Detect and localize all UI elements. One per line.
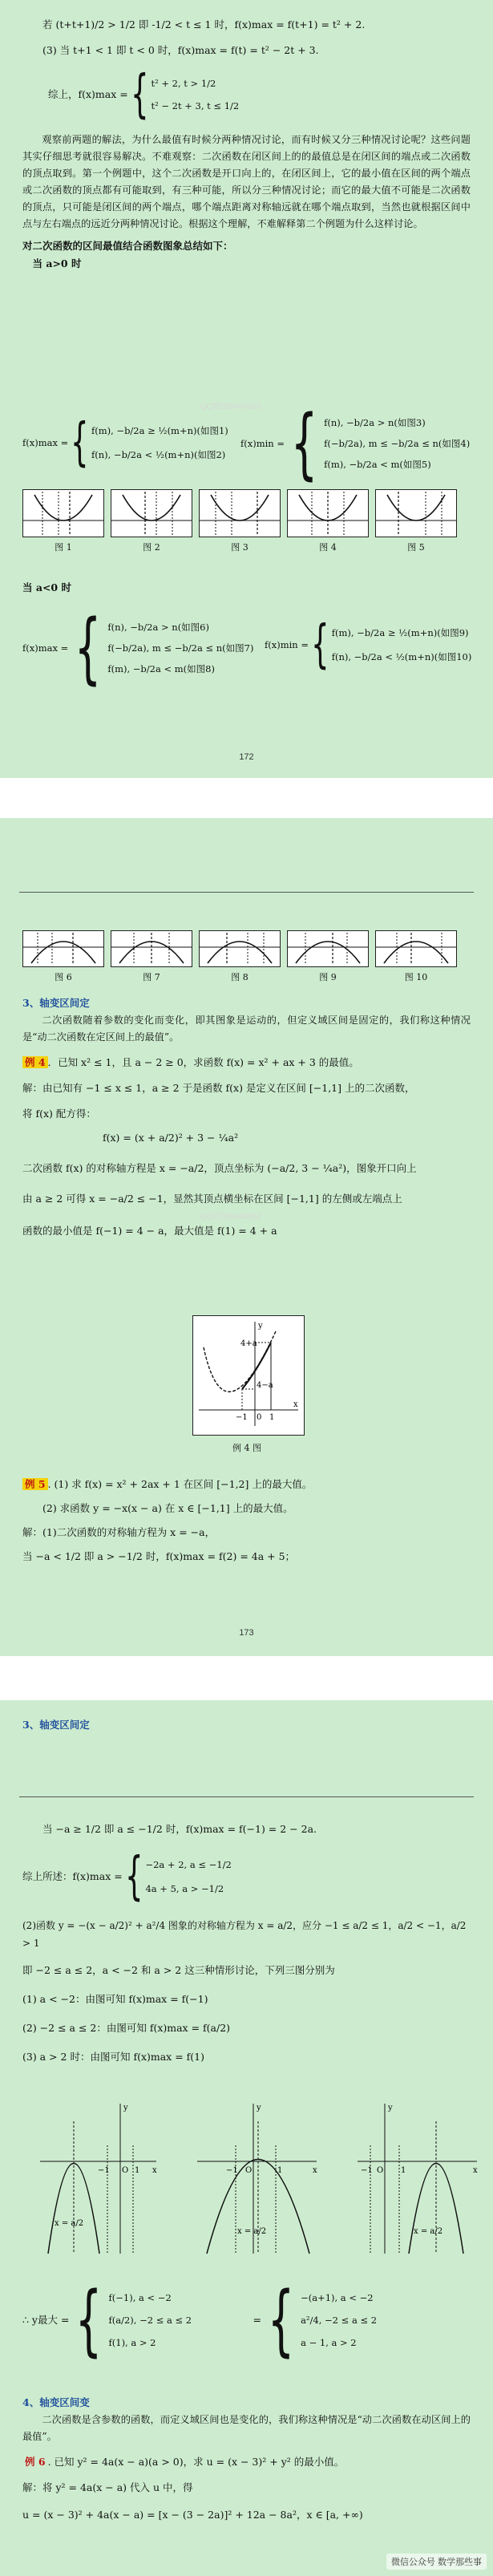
example-text: . (1) 求 f(x) = x² + 2ax + 1 在区间 [−1,2] 上的最大值。 <box>47 1478 313 1490</box>
section-title: 3、轴变区间定 <box>22 997 90 1009</box>
solution-4-line-2: 将 f(x) 配方得： <box>22 1108 96 1120</box>
fmin-label: f(x)min = <box>265 639 309 650</box>
fmin-case-3: f(m), −b/2a < m(如图5) <box>324 459 431 470</box>
figure-3 <box>199 489 281 553</box>
page-gap <box>0 778 493 818</box>
y-axis-label: y <box>388 2104 393 2112</box>
summary-case-2: 4a + 5, a > −1/2 <box>145 1883 224 1894</box>
parabola-up-icon <box>375 489 457 537</box>
case-a-negative: 当 a<0 时 <box>22 581 71 593</box>
watermark: QQ群339444363 <box>200 1213 261 1221</box>
figure-9 <box>287 930 369 983</box>
ymax-equals: = <box>253 2314 261 2326</box>
parabola-down-icon <box>111 930 192 967</box>
figure-4 <box>287 489 369 553</box>
ymax-block <box>22 2275 471 2365</box>
brace-icon: { <box>130 65 149 124</box>
page1-line1: 若 (t+t+1)/2 > 1/2 即 -1/2 < t ≤ 1 时，f(x)max = f(t+1) = t² + 2. <box>42 18 366 30</box>
solution-4-line-4: 由 a ≥ 2 可得 x = −a/2 ≤ −1，显然其顶点横坐标在区间 [−1,1] 的左侧或左端点上 <box>22 1193 402 1205</box>
tick-one: 1 <box>135 2166 140 2175</box>
origin-label: O <box>245 2166 253 2175</box>
figure-label: 图 9 <box>319 972 337 982</box>
figure-label: 图 8 <box>231 972 249 982</box>
axis-equation: x = a/2 <box>55 2219 84 2228</box>
page-174 <box>0 1700 493 2576</box>
figures-1-5 <box>22 489 457 553</box>
parabola-down-icon <box>22 930 104 967</box>
fmin-case-2: f(−b/2a), m ≤ −b/2a ≤ n(如图4) <box>324 438 471 449</box>
brace-icon: { <box>75 2275 103 2365</box>
figure-label: 图 3 <box>231 542 249 553</box>
x-axis-label: x <box>293 1400 298 1409</box>
tick-zero: 0 <box>257 1413 262 1422</box>
parabola-down-icon <box>375 930 457 967</box>
page-gap <box>0 1656 493 1700</box>
page1-summary <box>48 65 471 124</box>
ymax-b-case-1: −(a+1), a < −2 <box>301 2292 374 2303</box>
tick-one: 1 <box>277 2166 283 2175</box>
fmin-neg-case-1: f(m), −b/2a ≥ ½(m+n)(如图9) <box>331 627 469 638</box>
summary-case-1: t² + 2, t > 1/2 <box>151 78 216 89</box>
section-4-title: 4、轴变区间变 <box>22 2396 90 2408</box>
parabola-up-icon <box>287 489 369 537</box>
figure-8 <box>199 930 281 983</box>
brace-icon: { <box>267 2275 295 2365</box>
parabola-down-icon <box>199 930 281 967</box>
figure-1 <box>22 489 104 553</box>
figure-4-caption: 例 4 图 <box>232 1443 261 1453</box>
header-rule <box>19 892 474 893</box>
fmax-label: f(x)max = <box>22 437 69 448</box>
ymax-label: 4+a <box>240 1339 257 1348</box>
solution-6-line-2: u = (x − 3)² + 4a(x − a) = [x − (3 − 2a)]² + 12a − 8a²，x ∈ [a, +∞) <box>22 2509 363 2521</box>
parabola-down-icon <box>287 930 369 967</box>
summary-case-2: t² − 2t + 3, t ≤ 1/2 <box>151 100 240 111</box>
parabola-up-icon <box>199 489 281 537</box>
example-text: . 已知 y² = 4a(x − a)(a > 0)，求 u = (x − 3)² + y² 的最小值。 <box>47 2456 345 2468</box>
case-a-positive: 当 a>0 时 <box>32 257 82 269</box>
example-text: ．已知 x² ≤ 1，且 a − 2 ≥ 0，求函数 f(x) = x² + ax + 3 的最值。 <box>47 1056 359 1068</box>
example-tag: 例 5 <box>22 1478 48 1490</box>
tick-minus-one: −1 <box>361 2166 373 2175</box>
fmin-neg-case-2: f(n), −b/2a < ½(m+n)(如图10) <box>331 651 472 662</box>
figure-2 <box>111 489 192 553</box>
fmin-case-1: f(n), −b/2a > n(如图3) <box>324 417 426 428</box>
figure-10 <box>375 930 457 983</box>
summary-case-1: −2a + 2, a ≤ −1/2 <box>145 1859 232 1870</box>
fmax-negative-block <box>22 603 263 693</box>
brace-icon: { <box>71 413 89 472</box>
example-tag: 例 6 <box>25 2456 46 2468</box>
case-2: (2) −2 ≤ a ≤ 2：由图可知 f(x)max = f(a/2) <box>22 2022 231 2034</box>
summary-label: 综上，f(x)max = <box>48 88 128 100</box>
tick-one: 1 <box>401 2166 406 2175</box>
page-number: 172 <box>239 752 254 762</box>
ymax-b-case-3: a − 1, a > 2 <box>301 2337 357 2348</box>
figure-label: 图 6 <box>55 972 72 982</box>
fmax-neg-case-3: f(m), −b/2a < m(如图8) <box>107 663 215 674</box>
x-axis-label: x <box>313 2166 317 2175</box>
fmax-case-1: f(m), −b/2a ≥ ½(m+n)(如图1) <box>91 425 228 436</box>
parabola-up-icon <box>111 489 192 537</box>
page3-line1: 当 −a ≥ 1/2 即 a ≤ −1/2 时，f(x)max = f(−1) = 2 − 2a. <box>42 1823 317 1835</box>
brace-icon: { <box>290 399 318 488</box>
part2-line1: (2)函数 y = −(x − a/2)² + a²/4 图象的对称轴方程为 x = a/2，应分 −1 ≤ a/2 ≤ 1，a/2 < −1，a/2 > 1 <box>22 1920 467 1949</box>
solution-4-line-5: 函数的最小值是 f(−1) = 4 − a，最大值是 f(1) = 4 + a <box>22 1225 277 1237</box>
tick-minus-one: −1 <box>236 1413 248 1422</box>
case-1: (1) a < −2：由图可知 f(x)max = f(−1) <box>22 1993 208 2005</box>
axis-equation: x = a/2 <box>414 2227 443 2236</box>
x-axis-label: x <box>152 2166 157 2175</box>
page-number: 173 <box>239 1628 254 1638</box>
summary-label: 综上所述：f(x)max = <box>22 1870 123 1882</box>
fmin-negative-block <box>265 615 481 674</box>
solution-5-line-1: 解：(1)二次函数的对称轴方程为 x = −a， <box>22 1526 216 1538</box>
case-graph-3 <box>353 2097 481 2258</box>
page1-line2: (3) 当 t+1 < 1 即 t < 0 时，f(x)max = f(t) = t² − 2t + 3. <box>42 44 319 56</box>
page1-paragraph: 观察前两题的解法，为什么最值有时候分两种情况讨论，而有时候又分三种情况讨论呢？这些问题其实仔细思考就很容易解决。不难观察：二次函数在闭区间上的的最值总是在闭区间的端点或二次函数的顶点取到。第一个例题中，这个二次函数是开口向上的，在闭区间上，它的最小值在区间的两个端点或二次函数的顶点都有可能取到，有三种可能，所以分三种情况讨论；而它的最大值不可能是二次函数的顶点，只可能是闭区间的两个端点，哪个端点距离对称轴远就在哪个端点取到，当然也就根据区间中点与左右端点的远近分两种情况讨论。根据这个理解，不难解释第二个例题为什么这样讨论。 <box>22 134 471 229</box>
part2-line2: 即 −2 ≤ a ≤ 2，a < −2 和 a > 2 这三种情形讨论，下列三图分别为 <box>22 1964 335 1976</box>
page3-summary <box>22 1847 471 1906</box>
solution-5-line-2: 当 −a < 1/2 即 a > −1/2 时，f(x)max = f(2) = 4a + 5； <box>22 1550 296 1562</box>
example-tag: 例 4 <box>22 1056 48 1068</box>
section-intro: 二次函数随着参数的变化而变化，即其图象是运动的，但定义域区间是固定的，我们称这种情况是“动二次函数在定区间上的最值”。 <box>22 1015 471 1043</box>
figure-label: 图 7 <box>143 972 160 982</box>
solution-6-line-1: 解：将 y² = 4a(x − a) 代入 u 中，得 <box>22 2481 193 2493</box>
tick-one: 1 <box>269 1413 275 1422</box>
y-axis-label: y <box>257 2104 261 2112</box>
tick-minus-one: −1 <box>226 2166 238 2175</box>
figure-label: 图 5 <box>407 542 425 553</box>
figure-label: 图 2 <box>143 542 160 553</box>
ymax-b-case-2: a²/4, −2 ≤ a ≤ 2 <box>301 2315 378 2326</box>
tick-minus-one: −1 <box>98 2166 110 2175</box>
example-4 <box>22 1054 471 1071</box>
section-title: 3、轴变区间定 <box>22 1719 90 1731</box>
solution-4-line-1: 解：由已知有 −1 ≤ x ≤ 1，a ≥ 2 于是函数 f(x) 是定义在区间 [−1,1] 上的二次函数， <box>22 1082 415 1094</box>
origin-label: O <box>122 2166 129 2175</box>
fmax-neg-case-2: f(−b/2a), m ≤ −b/2a ≤ n(如图7) <box>107 642 254 654</box>
example-5 <box>22 1476 471 1493</box>
case-graph-2 <box>192 2097 321 2258</box>
figure-label: 图 10 <box>404 972 428 982</box>
figure-label: 图 1 <box>55 542 72 553</box>
case-3: (3) a > 2 时：由图可知 f(x)max = f(1) <box>22 2051 204 2063</box>
ymin-label: 4−a <box>257 1381 273 1390</box>
brace-icon: { <box>311 615 329 674</box>
ymax-label: ∴ y最大 = <box>22 2314 70 2326</box>
fmax-label: f(x)max = <box>22 642 69 654</box>
ymax-a-case-1: f(−1), a < −2 <box>108 2292 172 2303</box>
parabola-up-icon <box>22 489 104 537</box>
case-graph-1 <box>32 2097 160 2258</box>
fmax-case-2: f(n), −b/2a < ½(m+n)(如图2) <box>91 449 226 460</box>
fmax-positive-block <box>22 413 239 472</box>
section-4-intro: 二次函数是含参数的函数，而定义域区间也是变化的，我们称这种情况是“动二次函数在动区间上的最值”。 <box>22 2414 471 2442</box>
ymax-a-case-2: f(a/2), −2 ≤ a ≤ 2 <box>108 2315 192 2326</box>
page-173 <box>0 818 493 1656</box>
figure-5 <box>375 489 457 553</box>
x-axis-label: x <box>473 2166 478 2175</box>
figure-label: 图 4 <box>319 542 337 553</box>
solution-4-formula: f(x) = (x + a/2)² + 3 − ¼a² <box>103 1132 239 1144</box>
origin-label: O <box>377 2166 384 2175</box>
brace-icon: { <box>124 1847 143 1906</box>
footer-badge: 微信公众号 数学那些事 <box>386 2554 487 2570</box>
case-graphs <box>32 2097 481 2258</box>
page-172 <box>0 0 493 778</box>
y-axis-label: y <box>123 2104 128 2112</box>
watermark: QQ群339444363 <box>200 403 261 411</box>
fmin-label: f(x)min = <box>240 438 285 449</box>
figure-7 <box>111 930 192 983</box>
fmin-positive-block <box>240 399 481 488</box>
example-4-graph <box>192 1315 305 1436</box>
example-5-part-2: (2) 求函数 y = −x(x − a) 在 x ∈ [−1,1] 上的最大值。 <box>42 1502 293 1514</box>
summary-title: 对二次函数的区间最值结合函数图象总结如下： <box>22 240 233 252</box>
figure-6 <box>22 930 104 983</box>
axis-equation: x = a/2 <box>237 2227 267 2236</box>
fmax-neg-case-1: f(n), −b/2a > n(如图6) <box>107 622 209 633</box>
example-6 <box>22 2453 471 2471</box>
figures-6-10 <box>22 930 457 983</box>
brace-icon: { <box>75 603 102 693</box>
solution-4-line-3: 二次函数 f(x) 的对称轴方程是 x = −a/2，顶点坐标为 (−a/2, 3 − ¼a²)，图象开口向上 <box>22 1162 417 1174</box>
ymax-a-case-3: f(1), a > 2 <box>108 2337 156 2348</box>
header-rule <box>19 1796 474 1797</box>
y-axis-label: y <box>258 1322 263 1331</box>
